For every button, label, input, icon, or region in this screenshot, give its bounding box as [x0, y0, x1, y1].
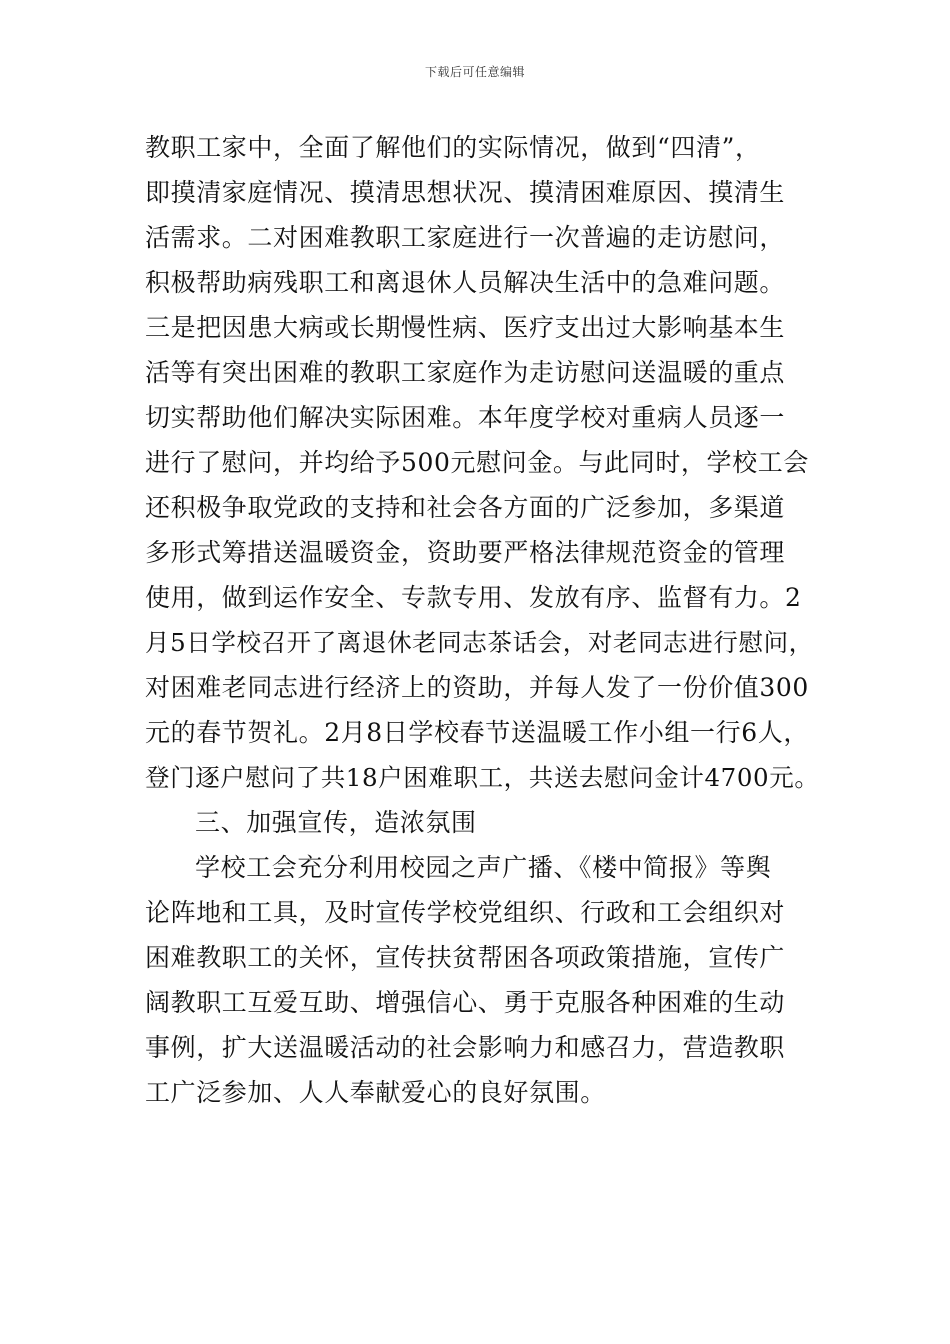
text-line: 事例，扩大送温暖活动的社会影响力和感召力，营造教职 — [145, 1033, 786, 1062]
text-line: 三是把因患大病或长期慢性病、医疗支出过大影响基本生 — [145, 313, 786, 342]
text-line: 困难教职工的关怀，宣传扶贫帮困各项政策措施，宣传广 — [145, 943, 786, 972]
text-line: 即摸清家庭情况、摸清思想状况、摸清困难原因、摸清生 — [145, 178, 786, 207]
text-line: 元的春节贺礼。2月8日学校春节送温暖工作小组一行6人， — [145, 718, 809, 747]
text-line: 使用，做到运作安全、专款专用、发放有序、监督有力。2 — [145, 583, 802, 612]
text-line: 阔教职工互爱互助、增强信心、勇于克服各种困难的生动 — [145, 988, 786, 1017]
text-line: 论阵地和工具，及时宣传学校党组织、行政和工会组织对 — [145, 898, 786, 927]
text-line: 多形式筹措送温暖资金，资助要严格法律规范资金的管理 — [145, 538, 786, 567]
text-line: 月5日学校召开了离退休老同志茶话会，对老同志进行慰问， — [145, 628, 814, 657]
text-line: 工广泛参加、人人奉献爱心的良好氛围。 — [145, 1078, 606, 1107]
text-line: 对困难老同志进行经济上的资助，并每人发了一份价值300 — [145, 673, 809, 702]
text-line: 登门逐户慰问了共18户困难职工，共送去慰问金计4700元。 — [145, 763, 820, 792]
text-line: 学校工会充分利用校园之声广播、《楼中简报》等舆 — [195, 853, 772, 882]
text-line: 积极帮助病残职工和离退休人员解决生活中的急难问题。 — [145, 268, 786, 297]
text-line: 切实帮助他们解决实际困难。本年度学校对重病人员逐一 — [145, 403, 786, 432]
page-header: 下载后可任意编辑 — [424, 65, 525, 79]
section-heading: 三、加强宣传，造浓氛围 — [195, 808, 477, 837]
text-line: 活等有突出困难的教职工家庭作为走访慰问送温暖的重点 — [145, 358, 786, 387]
text-line: 活需求。二对困难教职工家庭进行一次普遍的走访慰问， — [145, 223, 786, 252]
text-line: 进行了慰问，并均给予500元慰问金。与此同时，学校工会 — [145, 448, 809, 477]
text-line: 教职工家中，全面了解他们的实际情况，做到“四清”， — [145, 133, 761, 162]
text-line: 还积极争取党政的支持和社会各方面的广泛参加，多渠道 — [145, 493, 786, 522]
